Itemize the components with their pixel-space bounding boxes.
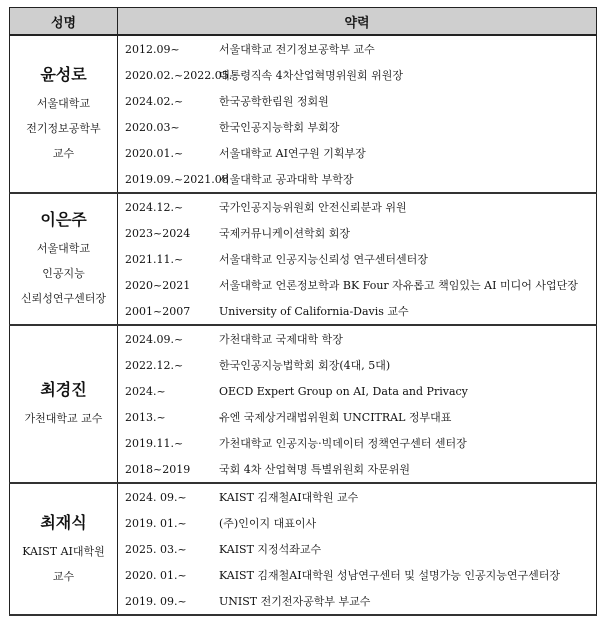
person-affiliation: 서울대학교 <box>36 97 91 110</box>
career-entry <box>118 140 596 166</box>
career-entry <box>118 246 596 272</box>
career-entry <box>118 62 596 88</box>
table-header-row <box>10 8 597 36</box>
career-entry <box>118 456 596 482</box>
career-description: 한국공학한림원 정회원 <box>219 95 329 108</box>
person-row <box>10 193 597 325</box>
career-description: 가천대학교 국제대학 학장 <box>219 333 343 346</box>
career-entry <box>118 404 596 430</box>
career-column-header: 약력 <box>118 8 597 36</box>
career-description: 서울대학교 전기정보공학부 교수 <box>219 43 375 56</box>
career-date: 2025. 03.~ <box>125 542 187 556</box>
career-entry <box>118 220 596 246</box>
career-description: 서울대학교 공과대학 부학장 <box>219 173 354 186</box>
person-affiliation: 신뢰성연구센터장 <box>20 292 106 305</box>
career-date: 2022.12.~ <box>125 358 184 372</box>
career-description: KAIST 김재철AI대학원 성남연구센터 및 설명가능 인공지능연구센터장 <box>219 569 560 582</box>
person-row <box>10 325 597 483</box>
career-date: 2024.12.~ <box>125 200 184 214</box>
person-name: 최경진 <box>40 380 87 399</box>
person-row <box>10 483 597 615</box>
career-entry <box>118 36 596 62</box>
career-description: (주)인이지 대표이사 <box>219 517 317 530</box>
career-description: 서울대학교 AI연구원 기획부장 <box>219 147 366 160</box>
person-name: 이은주 <box>40 210 87 229</box>
career-date: 2019.09.~2021.08 <box>125 172 229 186</box>
career-entry <box>118 114 596 140</box>
career-description: 서울대학교 인공지능신뢰성 연구센터센터장 <box>219 253 428 266</box>
career-description: University of California-Davis 교수 <box>219 305 409 318</box>
person-row <box>10 35 597 193</box>
career-description: 유엔 국제상거래법위원회 UNCITRAL 정부대표 <box>219 411 452 424</box>
career-entry <box>118 194 596 220</box>
person-name: 최재식 <box>40 512 87 532</box>
career-date: 2019. 01.~ <box>125 516 187 530</box>
career-date: 2021.11.~ <box>125 252 184 266</box>
career-description: UNIST 전기전자공학부 부교수 <box>219 595 371 608</box>
career-entry <box>118 484 596 510</box>
career-entry <box>118 298 596 324</box>
career-entry <box>118 166 596 192</box>
career-date: 2018~2019 <box>125 462 191 476</box>
name-column-header: 성명 <box>10 8 118 36</box>
person-affiliation: 교수 <box>52 147 75 160</box>
career-cell <box>118 35 597 193</box>
career-date: 2020. 01.~ <box>125 568 187 582</box>
career-date: 2019. 09.~ <box>125 594 187 608</box>
career-date: 2001~2007 <box>125 304 191 318</box>
career-date: 2024.~ <box>125 384 166 398</box>
person-name: 윤성로 <box>40 65 87 84</box>
career-entry <box>118 562 596 588</box>
career-description: 한국인공지능학회 부회장 <box>219 121 340 134</box>
career-description: 대통령직속 4차산업혁명위원회 위원장 <box>219 69 404 82</box>
person-affiliation: 인공지능 <box>42 267 85 280</box>
career-date: 2013.~ <box>125 410 166 424</box>
career-description: 국제커뮤니케이션학회 회장 <box>219 227 351 240</box>
career-date: 2024.09.~ <box>125 332 184 346</box>
person-affiliation: 가천대학교 교수 <box>24 412 103 425</box>
career-description: 한국인공지능법학회 회장(4대, 5대) <box>219 359 391 372</box>
career-entry <box>118 430 596 456</box>
career-entry <box>118 88 596 114</box>
career-entry <box>118 352 596 378</box>
person-affiliation: KAIST AI대학원 <box>22 544 105 558</box>
career-date: 2020~2021 <box>125 278 191 292</box>
career-cell <box>118 483 597 615</box>
career-entry <box>118 536 596 562</box>
career-table <box>9 7 597 616</box>
career-entry <box>118 510 596 536</box>
career-date: 2020.02.~2022.05. <box>125 68 233 82</box>
career-entry <box>118 272 596 298</box>
career-date: 2024.02.~ <box>125 94 184 108</box>
career-description: KAIST 지정석좌교수 <box>219 543 322 556</box>
career-entry <box>118 588 596 614</box>
career-date: 2020.01.~ <box>125 146 184 160</box>
person-name-cell <box>10 35 118 193</box>
person-name-cell <box>10 193 118 325</box>
person-affiliation: 서울대학교 <box>36 242 91 255</box>
career-description: KAIST 김재철AI대학원 교수 <box>219 491 359 504</box>
career-date: 2012.09~ <box>125 42 180 56</box>
person-affiliation: 전기정보공학부 <box>26 122 101 135</box>
career-description: 국가인공지능위원회 안전신뢰분과 위원 <box>219 201 407 214</box>
career-description: 서울대학교 언론정보학과 BK Four 자유롭고 책임있는 AI 미디어 사업단장 <box>219 279 578 292</box>
person-name-cell <box>10 325 118 483</box>
career-date: 2024. 09.~ <box>125 490 187 504</box>
career-description: 가천대학교 인공지능·빅데이터 정책연구센터 센터장 <box>219 437 467 450</box>
career-entry <box>118 378 596 404</box>
career-entry <box>118 326 596 352</box>
career-description: 국회 4차 산업혁명 특별위원회 자문위원 <box>219 463 410 476</box>
person-affiliation: 교수 <box>52 569 75 583</box>
career-date: 2020.03~ <box>125 120 180 134</box>
person-name-cell <box>10 483 118 615</box>
table-body <box>10 35 597 615</box>
career-date: 2023~2024 <box>125 226 191 240</box>
career-description: OECD Expert Group on AI, Data and Privacy <box>219 384 468 398</box>
career-date: 2019.11.~ <box>125 436 184 450</box>
career-cell <box>118 193 597 325</box>
career-cell <box>118 325 597 483</box>
